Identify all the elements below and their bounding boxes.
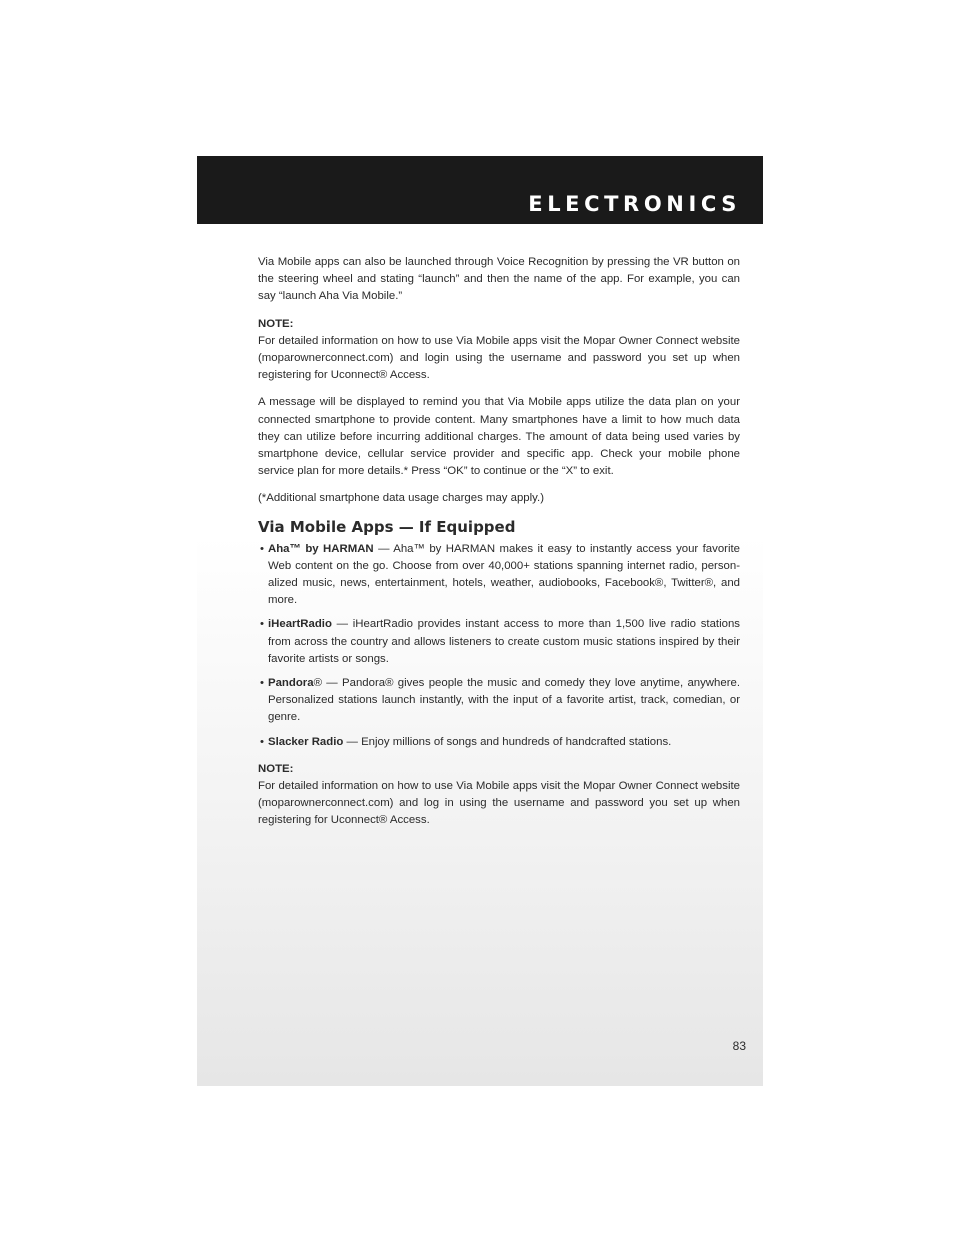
section-heading: Via Mobile Apps — If Equipped — [258, 517, 516, 536]
note-label: NOTE: — [258, 762, 294, 775]
item-term: iHeartRadio — [268, 618, 332, 631]
section-title: ELECTRONICS — [528, 192, 741, 216]
note-text: For detailed information on how to use Via Mobile apps visit the Mopar Owner Connect website (moparownerconnect.com) and log in using the username and password you set up when registering for Uconnect® Access. — [258, 780, 740, 827]
note-text: For detailed information on how to use Via Mobile apps visit the Mopar Owner Connect website (moparownerconnect.com) and login using the username and password you set up when registering for Uconnect® Access. — [258, 334, 740, 382]
note-label: NOTE: — [258, 317, 294, 330]
bullet-icon: • — [260, 677, 264, 690]
item-term: Aha™ by HARMAN — [268, 542, 374, 555]
list-item-aha — [258, 541, 740, 610]
bullet-icon: • — [260, 618, 264, 631]
item-text: ® — Pandora® gives people the music and comedy they love anytime, anywhere. Personalized stations launch instantly, with the input of a favorite artist, track, comedian, or genre. — [268, 677, 740, 724]
page-number: 83 — [732, 1039, 746, 1053]
page-content — [258, 254, 740, 840]
intro-paragraph: Via Mobile apps can also be launched through Voice Recognition by pressing the VR button on the steering wheel and stating “launch” and then the name of the app. For example, you can say “launch Aha Via Mobile.” — [258, 256, 740, 303]
item-text: — Enjoy millions of songs and hundreds of handcrafted stations. — [343, 735, 672, 748]
message-paragraph: A message will be displayed to remind you that Via Mobile apps utilize the data plan on your connected smartphone to provide content. Many smartphones have a limit to how much data they can utilize before incurring additional charges. The amount of data being used varies by smartphone device, cellular service provider and specific app. Check your mobile phone service plan for more details.* Press “OK” to continue or the “X” to exit. — [258, 396, 740, 478]
list-item-slacker — [258, 734, 740, 751]
app-list — [258, 541, 740, 751]
item-text: — Aha™ by HARMAN makes it easy to instantly access your favorite Web content on the go. Choose from over 40,000+ stations spanning internet radio, person-alized music, news, entertainment, hotels, weather, audiobooks, Facebook®, Twitter®, and more. — [268, 542, 740, 607]
list-item-iheartradio — [258, 616, 740, 668]
bullet-icon: • — [260, 542, 264, 555]
bullet-icon: • — [260, 735, 264, 748]
section-header-bar — [197, 156, 763, 224]
list-item-pandora — [258, 675, 740, 727]
item-term: Pandora — [268, 677, 314, 690]
item-term: Slacker Radio — [268, 735, 344, 748]
item-text: — iHeartRadio provides instant access to more than 1,500 live radio stations from across the country and allows listeners to create custom music stations inspired by their favorite artists or songs. — [268, 618, 740, 665]
footnote: (*Additional smartphone data usage charges may apply.) — [258, 492, 544, 505]
manual-page — [197, 156, 763, 1086]
